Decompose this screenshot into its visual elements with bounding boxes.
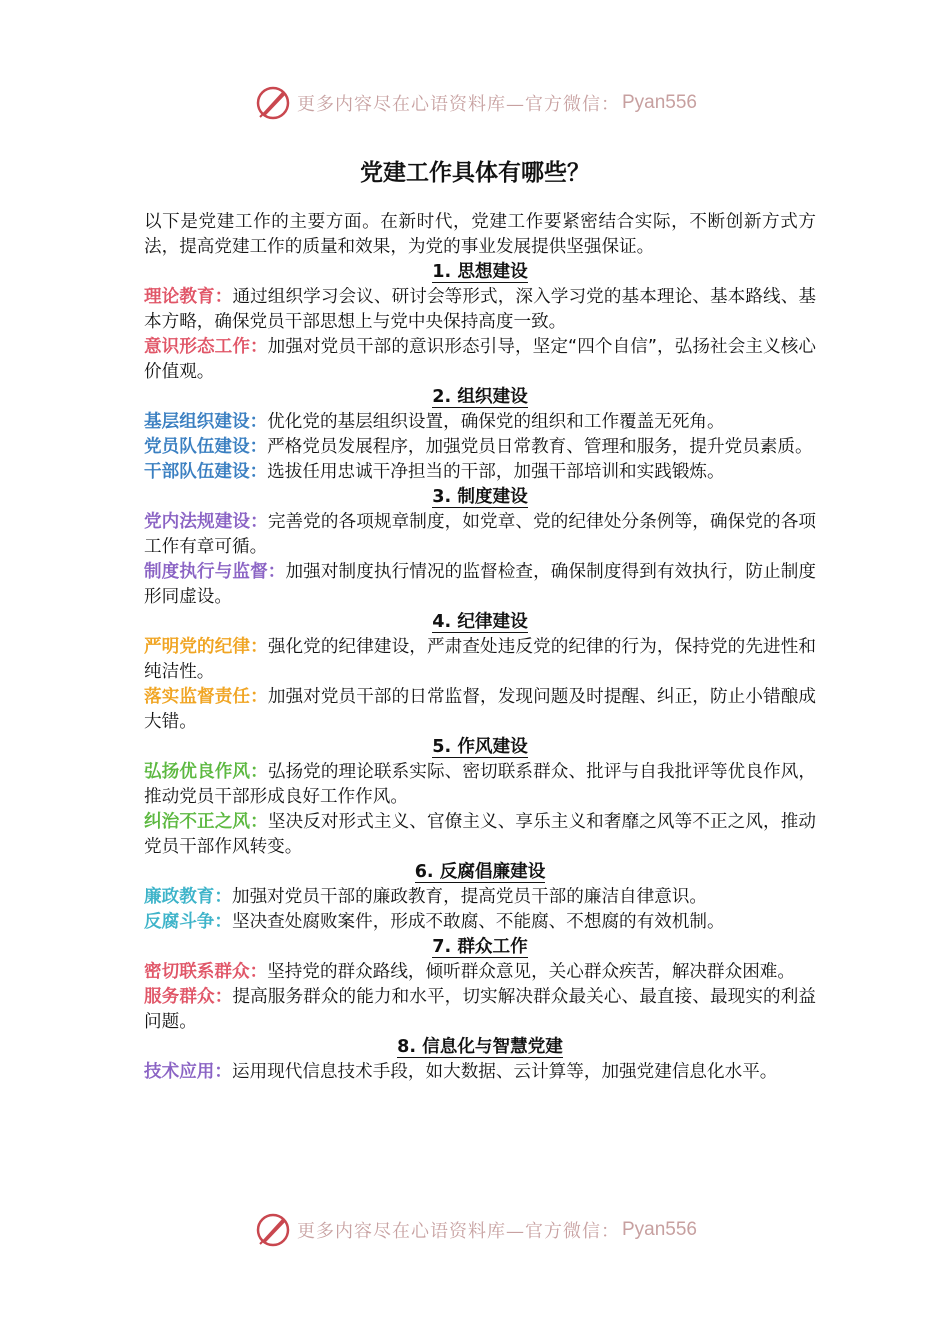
section-heading	[144, 610, 816, 635]
watermark-header	[0, 83, 950, 123]
section-item	[144, 560, 816, 610]
section-item	[144, 335, 816, 385]
section-item	[144, 985, 816, 1035]
watermark-id: Pyan556	[621, 1219, 697, 1240]
item-label: 纠治不正之风：	[144, 812, 268, 832]
item-label: 基层组织建设：	[144, 412, 268, 432]
item-label: 党内法规建设：	[144, 512, 268, 532]
item-text: 优化党的基层组织设置，确保党的组织和工作覆盖无死角。	[267, 412, 725, 432]
item-text: 加强对制度执行情况的监督检查，确保制度得到有效执行，防止制度形同虚设。	[144, 562, 816, 607]
item-label: 理论教育：	[144, 287, 233, 307]
item-label: 反腐斗争：	[144, 912, 232, 932]
section-heading-text: 7. 群众工作	[432, 937, 528, 957]
section-item	[144, 960, 816, 985]
item-label: 服务群众：	[144, 987, 233, 1007]
section-heading	[144, 260, 816, 285]
item-label: 制度执行与监督：	[144, 562, 286, 582]
item-label: 干部队伍建设：	[144, 462, 268, 482]
section-item	[144, 285, 816, 335]
item-text: 严格党员发展程序，加强党员日常教育、管理和服务，提升党员素质。	[267, 437, 813, 457]
item-label: 落实监督责任：	[144, 687, 268, 707]
item-text: 强化党的纪律建设，严肃查处违反党的纪律的行为，保持党的先进性和纯洁性。	[144, 637, 816, 682]
section-heading-text: 6. 反腐倡廉建设	[414, 862, 546, 882]
item-text: 加强对党员干部的廉政教育，提高党员干部的廉洁自律意识。	[231, 887, 708, 907]
item-label: 密切联系群众：	[144, 962, 268, 982]
item-text: 坚持党的群众路线，倾听群众意见，关心群众疾苦，解决群众困难。	[267, 962, 795, 982]
section-heading-text: 3. 制度建设	[432, 487, 528, 507]
section-item	[144, 510, 816, 560]
section-heading	[144, 485, 816, 510]
section-item	[144, 460, 816, 485]
section-item	[144, 910, 816, 935]
item-label: 廉政教育：	[144, 887, 232, 907]
section-item	[144, 635, 816, 685]
item-label: 严明党的纪律：	[144, 637, 268, 657]
section-item	[144, 410, 816, 435]
section-item	[144, 810, 816, 860]
sections-container	[144, 260, 816, 1085]
section-heading-text: 1. 思想建设	[432, 262, 528, 282]
section-item	[144, 685, 816, 735]
quill-logo-icon	[253, 83, 293, 123]
section-heading-text: 5. 作风建设	[432, 737, 528, 757]
quill-logo-icon	[253, 1210, 293, 1250]
item-text: 弘扬党的理论联系实际、密切联系群众、批评与自我批评等优良作风，推动党员干部形成良好工作作风。	[144, 762, 816, 807]
section-heading	[144, 385, 816, 410]
document-body	[144, 210, 816, 1085]
item-label: 意识形态工作：	[144, 337, 268, 357]
section-heading	[144, 860, 816, 885]
page-title: 党建工作具体有哪些？	[360, 160, 590, 186]
item-text: 坚决查处腐败案件，形成不敢腐、不能腐、不想腐的有效机制。	[231, 912, 725, 932]
item-text: 加强对党员干部的意识形态引导，坚定“四个自信”，弘扬社会主义核心价值观。	[144, 337, 816, 382]
section-item	[144, 1060, 816, 1085]
section-item	[144, 760, 816, 810]
item-text: 通过组织学习会议、研讨会等形式，深入学习党的基本理论、基本路线、基本方略，确保党员干部思想上与党中央保持高度一致。	[144, 287, 816, 332]
item-text: 选拔任用忠诚干净担当的干部，加强干部培训和实践锻炼。	[267, 462, 725, 482]
watermark-text: 更多内容尽在心语资料库—官方微信：	[296, 1221, 620, 1242]
item-label: 弘扬优良作风：	[144, 762, 268, 782]
item-label: 党员队伍建设：	[144, 437, 268, 457]
watermark-text: 更多内容尽在心语资料库—官方微信：	[296, 94, 620, 115]
section-heading-text: 4. 纪律建设	[432, 612, 528, 632]
section-heading	[144, 1035, 816, 1060]
section-heading-text: 2. 组织建设	[432, 387, 528, 407]
section-heading	[144, 935, 816, 960]
intro-paragraph: 以下是党建工作的主要方面。在新时代，党建工作要紧密结合实际，不断创新方式方法，提高党建工作的质量和效果，为党的事业发展提供坚强保证。	[144, 212, 816, 257]
section-item	[144, 885, 816, 910]
section-item	[144, 435, 816, 460]
item-text: 运用现代信息技术手段，如大数据、云计算等，加强党建信息化水平。	[231, 1062, 778, 1082]
item-label: 技术应用：	[144, 1062, 232, 1082]
item-text: 提高服务群众的能力和水平，切实解决群众最关心、最直接、最现实的利益问题。	[144, 987, 816, 1032]
item-text: 加强对党员干部的日常监督，发现问题及时提醒、纠正，防止小错酿成大错。	[144, 687, 816, 732]
section-heading-text: 8. 信息化与智慧党建	[397, 1037, 563, 1057]
watermark-footer	[0, 1210, 950, 1250]
item-text: 坚决反对形式主义、官僚主义、享乐主义和奢靡之风等不正之风，推动党员干部作风转变。	[144, 812, 816, 857]
item-text: 完善党的各项规章制度，如党章、党的纪律处分条例等，确保党的各项工作有章可循。	[144, 512, 816, 557]
watermark-id: Pyan556	[621, 92, 697, 113]
section-heading	[144, 735, 816, 760]
